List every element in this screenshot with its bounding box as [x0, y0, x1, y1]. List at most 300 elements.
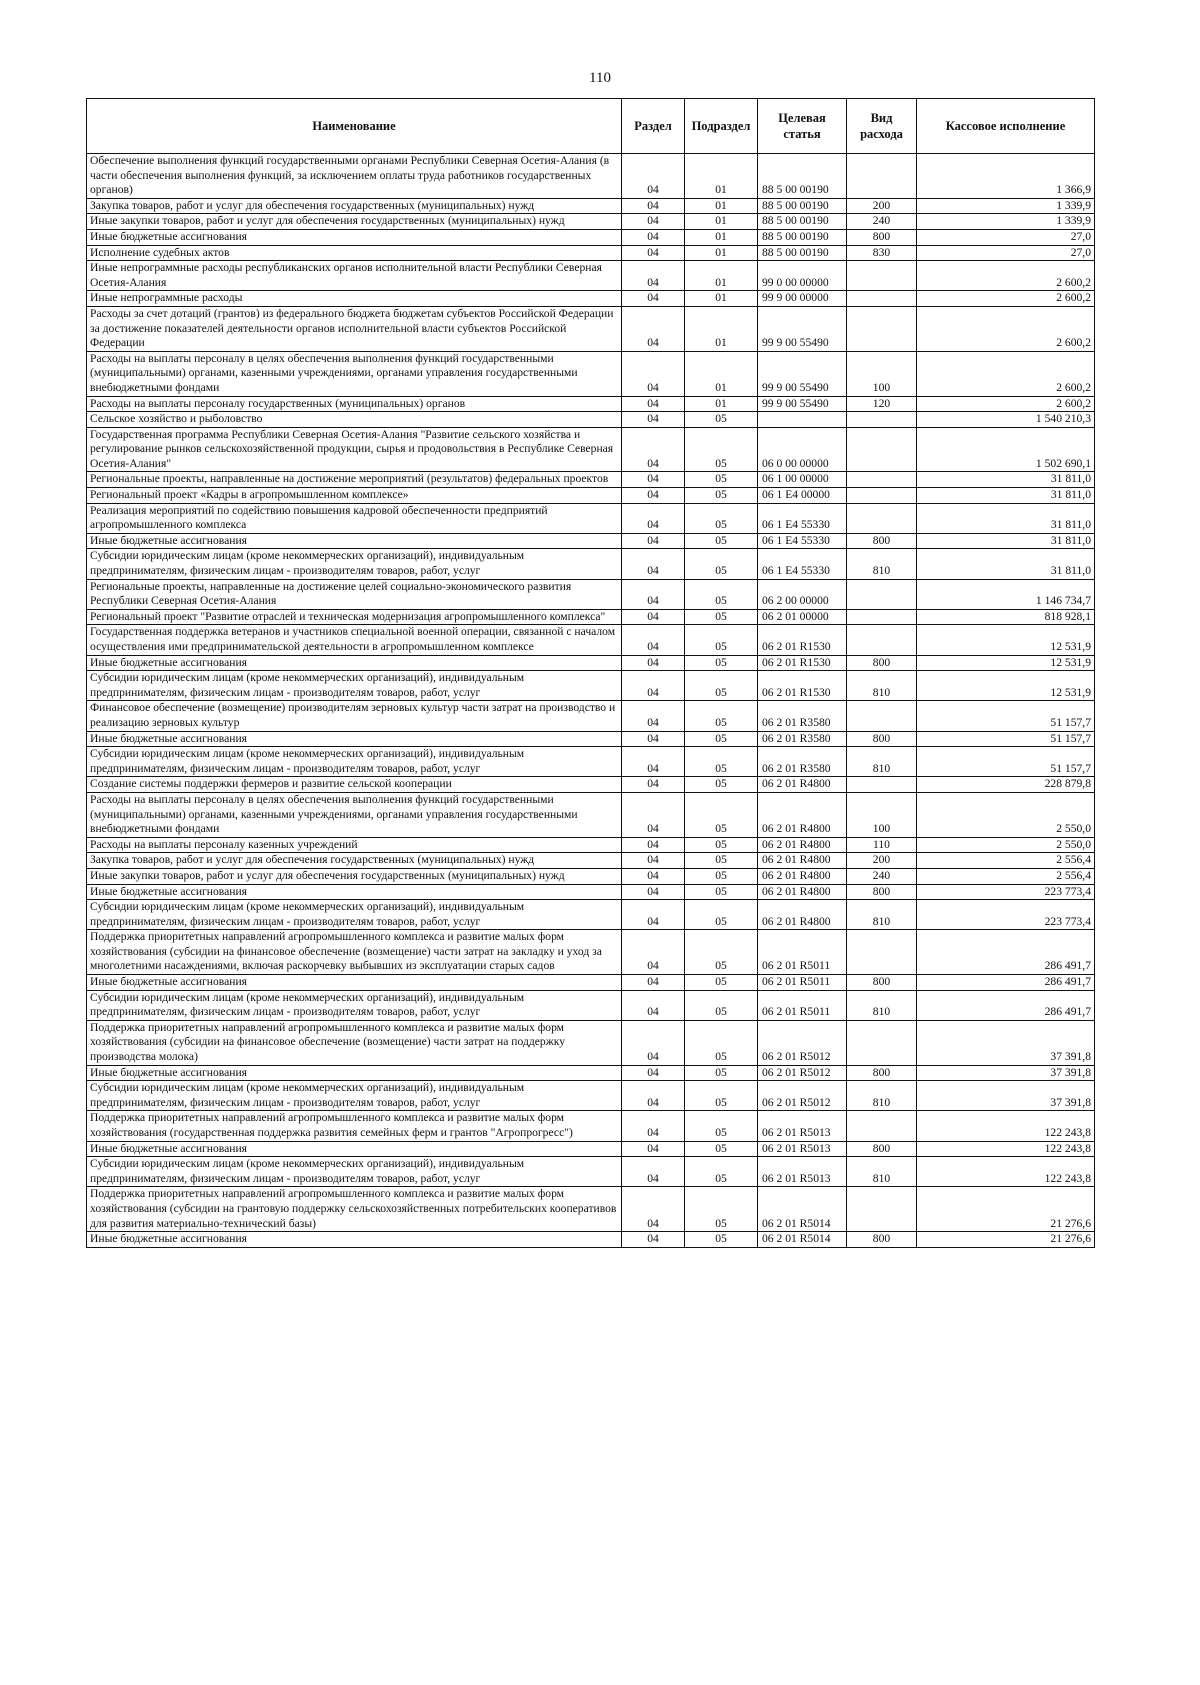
row-target: 99 9 00 55490 — [758, 396, 847, 412]
table-row — [87, 154, 1095, 199]
row-target: 06 2 01 R1530 — [758, 671, 847, 701]
table-row — [87, 396, 1095, 412]
row-section: 04 — [622, 1020, 685, 1065]
table-row — [87, 198, 1095, 214]
row-amount: 31 811,0 — [917, 549, 1095, 579]
row-expense-type: 810 — [847, 747, 917, 777]
row-amount: 2 600,2 — [917, 351, 1095, 396]
row-subsection: 05 — [685, 868, 758, 884]
row-expense-type — [847, 427, 917, 472]
row-target: 06 2 01 R3580 — [758, 701, 847, 731]
row-expense-type: 800 — [847, 1232, 917, 1248]
row-amount: 27,0 — [917, 229, 1095, 245]
row-expense-type — [847, 625, 917, 655]
table-row — [87, 351, 1095, 396]
row-amount: 122 243,8 — [917, 1141, 1095, 1157]
row-expense-type — [847, 777, 917, 793]
row-section: 04 — [622, 884, 685, 900]
row-amount: 286 491,7 — [917, 975, 1095, 991]
row-expense-type: 800 — [847, 884, 917, 900]
table-row — [87, 1157, 1095, 1187]
row-section: 04 — [622, 1065, 685, 1081]
row-section: 04 — [622, 900, 685, 930]
row-amount: 2 550,0 — [917, 837, 1095, 853]
row-section: 04 — [622, 1141, 685, 1157]
table-row — [87, 412, 1095, 428]
row-target: 06 2 01 R3580 — [758, 731, 847, 747]
row-subsection: 01 — [685, 291, 758, 307]
row-subsection: 01 — [685, 245, 758, 261]
row-subsection: 05 — [685, 975, 758, 991]
row-amount: 31 811,0 — [917, 533, 1095, 549]
row-name: Региональный проект «Кадры в агропромышленном комплексе» — [87, 488, 622, 504]
row-name: Иные непрограммные расходы республиканских органов исполнительной власти Республики Северная Осетия-Алания — [87, 261, 622, 291]
row-section: 04 — [622, 261, 685, 291]
row-name: Поддержка приоритетных направлений агропромышленного комплекса и развитие малых форм хозяйствования (государственная поддержка развития семейных ферм и грантов "Агропрогресс") — [87, 1111, 622, 1141]
row-amount: 1 502 690,1 — [917, 427, 1095, 472]
row-section: 04 — [622, 1111, 685, 1141]
row-section: 04 — [622, 579, 685, 609]
row-section: 04 — [622, 472, 685, 488]
row-expense-type — [847, 261, 917, 291]
row-expense-type — [847, 1187, 917, 1232]
row-name: Субсидии юридическим лицам (кроме некоммерческих организаций), индивидуальным предпринимателям, физическим лицам - производителям товаров, работ, услуг — [87, 900, 622, 930]
row-amount: 51 157,7 — [917, 731, 1095, 747]
row-target: 06 2 01 R5011 — [758, 990, 847, 1020]
row-name: Закупка товаров, работ и услуг для обеспечения государственных (муниципальных) нужд — [87, 198, 622, 214]
row-section: 04 — [622, 731, 685, 747]
row-name: Иные бюджетные ассигнования — [87, 884, 622, 900]
row-target: 06 2 01 R5013 — [758, 1111, 847, 1141]
row-name: Исполнение судебных актов — [87, 245, 622, 261]
row-subsection: 05 — [685, 579, 758, 609]
row-name: Расходы на выплаты персоналу в целях обеспечения выполнения функций государственными (муниципальными) органами, казенными учреждениями, органами управления государственными внебюджетными фондами — [87, 351, 622, 396]
table-row — [87, 291, 1095, 307]
table-row — [87, 655, 1095, 671]
row-section: 04 — [622, 214, 685, 230]
table-row — [87, 1187, 1095, 1232]
row-expense-type: 800 — [847, 655, 917, 671]
row-section: 04 — [622, 396, 685, 412]
row-target: 06 2 01 R5012 — [758, 1020, 847, 1065]
table-row — [87, 245, 1095, 261]
row-amount: 2 550,0 — [917, 792, 1095, 837]
row-expense-type: 100 — [847, 792, 917, 837]
row-target: 88 5 00 00190 — [758, 214, 847, 230]
row-expense-type: 800 — [847, 1065, 917, 1081]
row-name: Субсидии юридическим лицам (кроме некоммерческих организаций), индивидуальным предпринимателям, физическим лицам - производителям товаров, работ, услуг — [87, 549, 622, 579]
row-expense-type — [847, 306, 917, 351]
page-number: 110 — [589, 70, 611, 86]
row-target: 06 2 01 R4800 — [758, 792, 847, 837]
row-subsection: 05 — [685, 1157, 758, 1187]
row-expense-type: 200 — [847, 853, 917, 869]
row-target: 06 2 01 R4800 — [758, 900, 847, 930]
row-expense-type — [847, 472, 917, 488]
row-subsection: 01 — [685, 261, 758, 291]
row-target: 88 5 00 00190 — [758, 229, 847, 245]
row-subsection: 05 — [685, 701, 758, 731]
table-row — [87, 701, 1095, 731]
row-name: Региональные проекты, направленные на достижение целей социально-экономического развития Республики Северная Осетия-Алания — [87, 579, 622, 609]
row-subsection: 05 — [685, 533, 758, 549]
row-name: Сельское хозяйство и рыболовство — [87, 412, 622, 428]
row-name: Иные бюджетные ассигнования — [87, 229, 622, 245]
row-amount: 2 600,2 — [917, 261, 1095, 291]
header-expense-type: Вид расхода — [847, 99, 917, 154]
row-subsection: 05 — [685, 853, 758, 869]
row-subsection: 05 — [685, 900, 758, 930]
row-subsection: 01 — [685, 229, 758, 245]
row-name: Субсидии юридическим лицам (кроме некоммерческих организаций), индивидуальным предпринимателям, физическим лицам - производителям товаров, работ, услуг — [87, 990, 622, 1020]
row-expense-type — [847, 412, 917, 428]
table-row — [87, 792, 1095, 837]
row-amount: 286 491,7 — [917, 930, 1095, 975]
row-subsection: 05 — [685, 792, 758, 837]
header-amount: Кассовое исполнение — [917, 99, 1095, 154]
row-name: Расходы на выплаты персоналу казенных учреждений — [87, 837, 622, 853]
row-name: Иные бюджетные ассигнования — [87, 731, 622, 747]
row-name: Создание системы поддержки фермеров и развитие сельской кооперации — [87, 777, 622, 793]
table-row — [87, 930, 1095, 975]
row-subsection: 05 — [685, 837, 758, 853]
row-name: Финансовое обеспечение (возмещение) производителям зерновых культур части затрат на производство и реализацию зерновых культур — [87, 701, 622, 731]
row-expense-type — [847, 930, 917, 975]
row-amount: 122 243,8 — [917, 1157, 1095, 1187]
row-subsection: 05 — [685, 671, 758, 701]
row-target: 06 2 00 00000 — [758, 579, 847, 609]
row-name: Поддержка приоритетных направлений агропромышленного комплекса и развитие малых форм хозяйствования (субсидии на финансовое обеспечение (возмещение) части затрат на закладку и уход за многолетними насаждениями, включая раскорчевку выбывших из эксплуатации старых садов — [87, 930, 622, 975]
row-target: 06 2 01 R1530 — [758, 655, 847, 671]
table-row — [87, 777, 1095, 793]
row-expense-type — [847, 1111, 917, 1141]
row-section: 04 — [622, 1157, 685, 1187]
row-amount: 21 276,6 — [917, 1232, 1095, 1248]
row-target: 06 2 01 R4800 — [758, 837, 847, 853]
row-subsection: 05 — [685, 472, 758, 488]
row-target: 06 2 01 R5012 — [758, 1081, 847, 1111]
row-subsection: 05 — [685, 731, 758, 747]
row-target: 06 2 01 R3580 — [758, 747, 847, 777]
row-expense-type: 800 — [847, 229, 917, 245]
row-subsection: 01 — [685, 306, 758, 351]
row-subsection: 05 — [685, 503, 758, 533]
row-expense-type — [847, 488, 917, 504]
row-subsection: 05 — [685, 1065, 758, 1081]
table-row — [87, 671, 1095, 701]
row-target: 06 1 E4 55330 — [758, 533, 847, 549]
row-subsection: 05 — [685, 412, 758, 428]
row-target: 06 2 01 R4800 — [758, 868, 847, 884]
table-row — [87, 837, 1095, 853]
row-target: 06 2 01 R5012 — [758, 1065, 847, 1081]
row-target: 06 2 01 R5014 — [758, 1232, 847, 1248]
row-name: Закупка товаров, работ и услуг для обеспечения государственных (муниципальных) нужд — [87, 853, 622, 869]
row-target: 06 2 01 R5013 — [758, 1141, 847, 1157]
row-section: 04 — [622, 427, 685, 472]
row-name: Реализация мероприятий по содействию повышения кадровой обеспеченности предприятий агропромышленного комплекса — [87, 503, 622, 533]
row-amount: 12 531,9 — [917, 671, 1095, 701]
row-subsection: 01 — [685, 351, 758, 396]
row-expense-type: 810 — [847, 1157, 917, 1187]
row-target: 99 0 00 00000 — [758, 261, 847, 291]
row-section: 04 — [622, 609, 685, 625]
row-target: 88 5 00 00190 — [758, 245, 847, 261]
row-section: 04 — [622, 154, 685, 199]
row-expense-type: 240 — [847, 214, 917, 230]
row-subsection: 05 — [685, 1081, 758, 1111]
row-name: Иные бюджетные ассигнования — [87, 1141, 622, 1157]
row-expense-type: 810 — [847, 549, 917, 579]
row-subsection: 05 — [685, 655, 758, 671]
row-amount: 31 811,0 — [917, 503, 1095, 533]
row-expense-type — [847, 1020, 917, 1065]
table-row — [87, 975, 1095, 991]
row-section: 04 — [622, 930, 685, 975]
table-row — [87, 503, 1095, 533]
row-target: 06 0 00 00000 — [758, 427, 847, 472]
row-target: 06 1 E4 55330 — [758, 549, 847, 579]
row-name: Иные бюджетные ассигнования — [87, 655, 622, 671]
row-expense-type — [847, 609, 917, 625]
row-section: 04 — [622, 701, 685, 731]
row-expense-type — [847, 701, 917, 731]
row-name: Иные непрограммные расходы — [87, 291, 622, 307]
table-row — [87, 229, 1095, 245]
row-expense-type: 100 — [847, 351, 917, 396]
row-section: 04 — [622, 291, 685, 307]
row-subsection: 05 — [685, 625, 758, 655]
row-expense-type — [847, 503, 917, 533]
row-target: 06 2 01 R1530 — [758, 625, 847, 655]
row-amount: 31 811,0 — [917, 472, 1095, 488]
row-subsection: 05 — [685, 1187, 758, 1232]
row-subsection: 05 — [685, 488, 758, 504]
row-expense-type: 830 — [847, 245, 917, 261]
row-amount: 21 276,6 — [917, 1187, 1095, 1232]
row-section: 04 — [622, 837, 685, 853]
row-name: Субсидии юридическим лицам (кроме некоммерческих организаций), индивидуальным предпринимателям, физическим лицам - производителям товаров, работ, услуг — [87, 1157, 622, 1187]
row-expense-type — [847, 291, 917, 307]
row-amount: 1 146 734,7 — [917, 579, 1095, 609]
row-name: Иные закупки товаров, работ и услуг для обеспечения государственных (муниципальных) нужд — [87, 214, 622, 230]
row-amount: 228 879,8 — [917, 777, 1095, 793]
row-section: 04 — [622, 1081, 685, 1111]
row-amount: 12 531,9 — [917, 625, 1095, 655]
row-target: 06 2 01 00000 — [758, 609, 847, 625]
row-subsection: 01 — [685, 214, 758, 230]
row-expense-type: 800 — [847, 975, 917, 991]
row-amount: 818 928,1 — [917, 609, 1095, 625]
row-expense-type: 810 — [847, 671, 917, 701]
row-section: 04 — [622, 1232, 685, 1248]
header-target: Целевая статья — [758, 99, 847, 154]
row-section: 04 — [622, 351, 685, 396]
budget-sheet — [86, 98, 1095, 1248]
table-row — [87, 1111, 1095, 1141]
row-amount: 286 491,7 — [917, 990, 1095, 1020]
row-subsection: 05 — [685, 427, 758, 472]
row-section: 04 — [622, 503, 685, 533]
header-subsection: Подраздел — [685, 99, 758, 154]
row-section: 04 — [622, 792, 685, 837]
row-expense-type: 110 — [847, 837, 917, 853]
row-amount: 2 600,2 — [917, 291, 1095, 307]
row-section: 04 — [622, 747, 685, 777]
row-amount: 12 531,9 — [917, 655, 1095, 671]
table-row — [87, 549, 1095, 579]
row-subsection: 05 — [685, 884, 758, 900]
row-target: 06 2 01 R4800 — [758, 884, 847, 900]
table-row — [87, 609, 1095, 625]
row-subsection: 05 — [685, 549, 758, 579]
row-expense-type: 810 — [847, 1081, 917, 1111]
row-target: 06 2 01 R5014 — [758, 1187, 847, 1232]
row-name: Расходы на выплаты персоналу государственных (муниципальных) органов — [87, 396, 622, 412]
row-expense-type: 800 — [847, 533, 917, 549]
row-expense-type: 120 — [847, 396, 917, 412]
row-expense-type: 810 — [847, 900, 917, 930]
row-section: 04 — [622, 777, 685, 793]
row-target: 88 5 00 00190 — [758, 198, 847, 214]
row-subsection: 05 — [685, 1141, 758, 1157]
table-row — [87, 1065, 1095, 1081]
table-row — [87, 900, 1095, 930]
row-section: 04 — [622, 625, 685, 655]
row-amount: 51 157,7 — [917, 747, 1095, 777]
row-name: Расходы за счет дотаций (грантов) из федерального бюджета бюджетам субъектов Российской Федерации за достижение показателей деятельности органов исполнительной власти субъектов Российской Федерации — [87, 306, 622, 351]
row-expense-type — [847, 579, 917, 609]
row-amount: 2 600,2 — [917, 306, 1095, 351]
row-target: 06 2 01 R5011 — [758, 975, 847, 991]
table-row — [87, 868, 1095, 884]
row-section: 04 — [622, 533, 685, 549]
table-body — [87, 154, 1095, 1248]
row-section: 04 — [622, 990, 685, 1020]
table-row — [87, 853, 1095, 869]
table-row — [87, 427, 1095, 472]
row-subsection: 05 — [685, 1232, 758, 1248]
row-amount: 223 773,4 — [917, 900, 1095, 930]
row-subsection: 05 — [685, 930, 758, 975]
row-section: 04 — [622, 549, 685, 579]
row-target: 99 9 00 55490 — [758, 351, 847, 396]
row-amount: 37 391,8 — [917, 1020, 1095, 1065]
row-expense-type: 800 — [847, 731, 917, 747]
row-name: Расходы на выплаты персоналу в целях обеспечения выполнения функций государственными (муниципальными) органами, казенными учреждениями, органами управления государственными внебюджетными фондами — [87, 792, 622, 837]
row-target: 06 1 00 00000 — [758, 472, 847, 488]
row-expense-type: 810 — [847, 990, 917, 1020]
row-amount: 1 540 210,3 — [917, 412, 1095, 428]
header-section: Раздел — [622, 99, 685, 154]
header-name: Наименование — [87, 99, 622, 154]
row-target: 88 5 00 00190 — [758, 154, 847, 199]
row-amount: 2 556,4 — [917, 868, 1095, 884]
row-section: 04 — [622, 853, 685, 869]
table-row — [87, 488, 1095, 504]
row-amount: 2 556,4 — [917, 853, 1095, 869]
row-name: Субсидии юридическим лицам (кроме некоммерческих организаций), индивидуальным предпринимателям, физическим лицам - производителям товаров, работ, услуг — [87, 747, 622, 777]
table-row — [87, 747, 1095, 777]
row-subsection: 01 — [685, 198, 758, 214]
row-target: 99 9 00 55490 — [758, 306, 847, 351]
row-name: Иные бюджетные ассигнования — [87, 533, 622, 549]
row-section: 04 — [622, 488, 685, 504]
row-subsection: 05 — [685, 1020, 758, 1065]
row-amount: 31 811,0 — [917, 488, 1095, 504]
row-section: 04 — [622, 1187, 685, 1232]
row-target: 06 2 01 R4800 — [758, 853, 847, 869]
row-target: 06 1 E4 55330 — [758, 503, 847, 533]
table-row — [87, 472, 1095, 488]
row-amount: 51 157,7 — [917, 701, 1095, 731]
row-expense-type: 200 — [847, 198, 917, 214]
row-target — [758, 412, 847, 428]
row-name: Региональные проекты, направленные на достижение мероприятий (результатов) федеральных проектов — [87, 472, 622, 488]
table-row — [87, 625, 1095, 655]
table-row — [87, 306, 1095, 351]
row-target: 06 2 01 R4800 — [758, 777, 847, 793]
row-expense-type: 800 — [847, 1141, 917, 1157]
table-row — [87, 533, 1095, 549]
row-amount: 1 366,9 — [917, 154, 1095, 199]
row-expense-type: 240 — [847, 868, 917, 884]
row-target: 06 1 E4 00000 — [758, 488, 847, 504]
table-header-row — [87, 99, 1095, 154]
table-row — [87, 1141, 1095, 1157]
row-name: Государственная программа Республики Северная Осетия-Алания "Развитие сельского хозяйства и регулирование рынков сельскохозяйственной продукции, сырья и продовольствия в Республике Северная Осетия-Алания" — [87, 427, 622, 472]
row-target: 99 9 00 00000 — [758, 291, 847, 307]
row-section: 04 — [622, 198, 685, 214]
row-target: 06 2 01 R5011 — [758, 930, 847, 975]
table-row — [87, 1020, 1095, 1065]
row-subsection: 01 — [685, 154, 758, 199]
row-section: 04 — [622, 306, 685, 351]
row-target: 06 2 01 R5013 — [758, 1157, 847, 1187]
row-subsection: 05 — [685, 990, 758, 1020]
row-section: 04 — [622, 412, 685, 428]
table-row — [87, 214, 1095, 230]
row-name: Иные бюджетные ассигнования — [87, 975, 622, 991]
row-section: 04 — [622, 868, 685, 884]
row-amount: 223 773,4 — [917, 884, 1095, 900]
row-subsection: 05 — [685, 609, 758, 625]
row-amount: 122 243,8 — [917, 1111, 1095, 1141]
row-amount: 1 339,9 — [917, 214, 1095, 230]
table-row — [87, 884, 1095, 900]
row-section: 04 — [622, 245, 685, 261]
row-name: Поддержка приоритетных направлений агропромышленного комплекса и развитие малых форм хозяйствования (субсидии на грантовую поддержку сельскохозяйственных потребительских кооперативов для развития материально-технический базы) — [87, 1187, 622, 1232]
table-row — [87, 1232, 1095, 1248]
row-amount: 2 600,2 — [917, 396, 1095, 412]
row-amount: 37 391,8 — [917, 1081, 1095, 1111]
row-name: Обеспечение выполнения функций государственными органами Республики Северная Осетия-Алания (в части обеспечения выполнения функций, за исключением оплаты труда работников государственных органов) — [87, 154, 622, 199]
row-name: Субсидии юридическим лицам (кроме некоммерческих организаций), индивидуальным предпринимателям, физическим лицам - производителям товаров, работ, услуг — [87, 1081, 622, 1111]
row-section: 04 — [622, 975, 685, 991]
row-section: 04 — [622, 655, 685, 671]
row-name: Иные закупки товаров, работ и услуг для обеспечения государственных (муниципальных) нужд — [87, 868, 622, 884]
row-subsection: 01 — [685, 396, 758, 412]
table-row — [87, 990, 1095, 1020]
row-name: Региональный проект "Развитие отраслей и техническая модернизация агропромышленного комплекса" — [87, 609, 622, 625]
table-row — [87, 1081, 1095, 1111]
table-row — [87, 261, 1095, 291]
row-section: 04 — [622, 671, 685, 701]
row-name: Иные бюджетные ассигнования — [87, 1232, 622, 1248]
row-section: 04 — [622, 229, 685, 245]
row-amount: 27,0 — [917, 245, 1095, 261]
row-name: Государственная поддержка ветеранов и участников специальной военной операции, связанной с началом осуществления ими предпринимательской деятельности в агропромышленном комплексе — [87, 625, 622, 655]
